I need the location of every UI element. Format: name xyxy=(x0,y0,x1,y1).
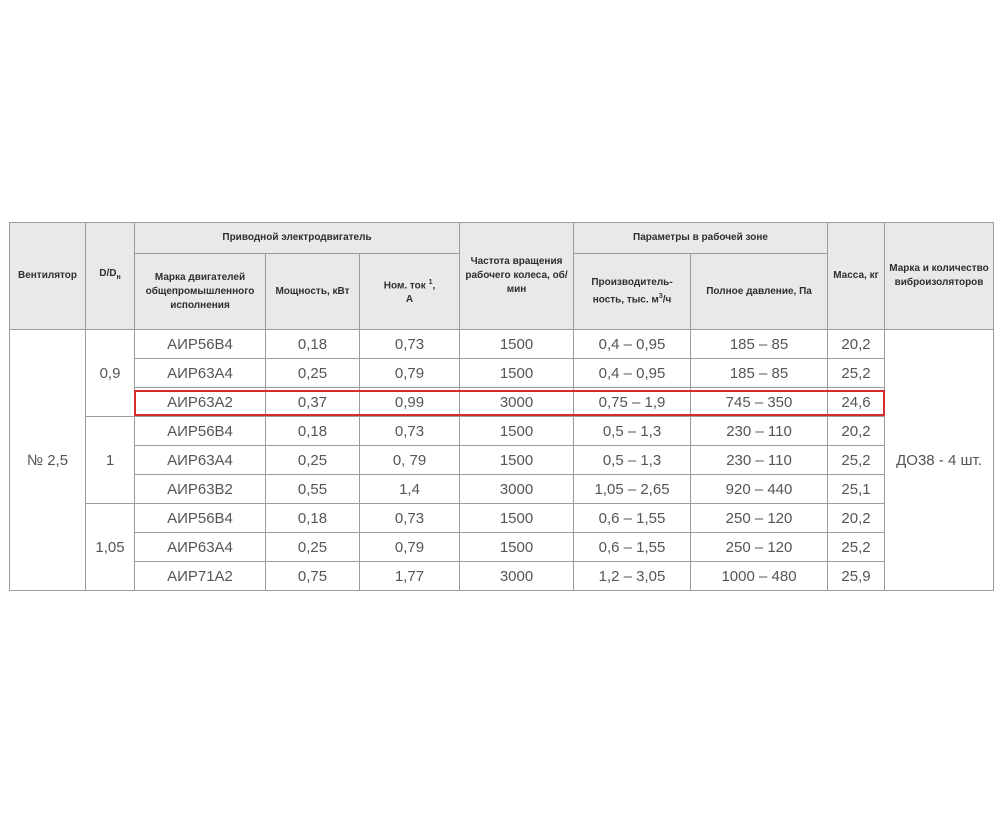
header-pressure xyxy=(691,254,828,330)
mass-cell: 25,2 xyxy=(828,359,885,388)
table-row xyxy=(10,533,994,562)
fan-spec-table xyxy=(9,222,994,591)
mass-cell: 20,2 xyxy=(828,417,885,446)
header-capacity xyxy=(574,254,691,330)
speed-cell: 1500 xyxy=(460,330,574,359)
current-cell: 1,4 xyxy=(360,475,460,504)
table-row-highlighted xyxy=(10,388,994,417)
header-fan-label: Вентилятор xyxy=(17,270,78,281)
table-row xyxy=(10,330,994,359)
motor-brand-cell: АИР63А4 xyxy=(135,533,266,562)
pressure-cell: 250 – 120 xyxy=(691,533,828,562)
current-cell: 0,99 xyxy=(360,388,460,417)
header-current-label: Ном. ток xyxy=(383,280,426,292)
current-cell: 1,77 xyxy=(360,562,460,591)
current-cell: 0,79 xyxy=(360,533,460,562)
pressure-cell: 250 – 120 xyxy=(691,504,828,533)
speed-cell: 1500 xyxy=(460,446,574,475)
ratio-cell: 1 xyxy=(86,417,135,504)
header-pressure-label: Полное давление, Па xyxy=(706,285,812,297)
capacity-cell: 1,05 – 2,65 xyxy=(574,475,691,504)
speed-cell: 1500 xyxy=(460,359,574,388)
header-speed-label: Частота вращения рабочего колеса, об/мин xyxy=(465,256,568,295)
power-cell: 0,75 xyxy=(266,562,360,591)
header-speed xyxy=(460,223,574,330)
motor-brand-cell: АИР56В4 xyxy=(135,504,266,533)
pressure-cell: 230 – 110 xyxy=(691,417,828,446)
motor-brand-cell: АИР63В2 xyxy=(135,475,266,504)
mass-cell: 25,9 xyxy=(828,562,885,591)
pressure-cell: 230 – 110 xyxy=(691,446,828,475)
header-ratio xyxy=(86,223,135,330)
pressure-cell: 920 – 440 xyxy=(691,475,828,504)
capacity-cell: 0,6 – 1,55 xyxy=(574,504,691,533)
motor-brand-cell: АИР56В4 xyxy=(135,417,266,446)
power-cell: 0,18 xyxy=(266,504,360,533)
table-row xyxy=(10,562,994,591)
header-ratio-subscript: н xyxy=(116,274,121,281)
header-motor-group-label: Приводной электродвигатель xyxy=(222,232,372,243)
mass-cell: 20,2 xyxy=(828,330,885,359)
pressure-cell: 1000 – 480 xyxy=(691,562,828,591)
header-power xyxy=(266,254,360,330)
header-mass xyxy=(828,223,885,330)
power-cell: 0,37 xyxy=(266,388,360,417)
speed-cell: 3000 xyxy=(460,475,574,504)
header-power-label: Мощность, кВт xyxy=(275,285,350,297)
current-cell: 0, 79 xyxy=(360,446,460,475)
current-cell: 0,73 xyxy=(360,504,460,533)
power-cell: 0,18 xyxy=(266,330,360,359)
capacity-cell: 0,4 – 0,95 xyxy=(574,359,691,388)
header-capacity-unit: /ч xyxy=(662,294,672,306)
capacity-cell: 0,5 – 1,3 xyxy=(574,446,691,475)
header-work-zone-group xyxy=(574,223,828,254)
header-capacity-label: Производитель-ность, тыс. м xyxy=(591,276,673,306)
current-cell: 0,79 xyxy=(360,359,460,388)
table-row xyxy=(10,475,994,504)
header-ratio-label: D/D xyxy=(99,268,117,279)
current-cell: 0,73 xyxy=(360,330,460,359)
header-work-zone-label: Параметры в рабочей зоне xyxy=(633,232,768,243)
speed-cell: 1500 xyxy=(460,504,574,533)
power-cell: 0,25 xyxy=(266,359,360,388)
table-row xyxy=(10,504,994,533)
motor-brand-cell: АИР71А2 xyxy=(135,562,266,591)
table-row xyxy=(10,417,994,446)
header-mass-label: Масса, кг xyxy=(833,270,879,281)
motor-brand-cell: АИР63А4 xyxy=(135,359,266,388)
ratio-cell: 1,05 xyxy=(86,504,135,591)
spec-table-wrapper xyxy=(9,222,993,591)
capacity-cell: 0,6 – 1,55 xyxy=(574,533,691,562)
pressure-cell: 185 – 85 xyxy=(691,359,828,388)
motor-brand-cell: АИР56В4 xyxy=(135,330,266,359)
table-row xyxy=(10,446,994,475)
power-cell: 0,25 xyxy=(266,533,360,562)
ratio-cell: 0,9 xyxy=(86,330,135,417)
mass-cell: 24,6 xyxy=(828,388,885,417)
speed-cell: 1500 xyxy=(460,417,574,446)
header-motor-group xyxy=(135,223,460,254)
header-current-unit: A xyxy=(405,294,414,306)
capacity-cell: 0,75 – 1,9 xyxy=(574,388,691,417)
mass-cell: 20,2 xyxy=(828,504,885,533)
mass-cell: 25,1 xyxy=(828,475,885,504)
pressure-cell: 185 – 85 xyxy=(691,330,828,359)
mass-cell: 25,2 xyxy=(828,533,885,562)
motor-brand-cell: АИР63А4 xyxy=(135,446,266,475)
table-row xyxy=(10,359,994,388)
pressure-cell: 745 – 350 xyxy=(691,388,828,417)
header-isolators-label: Марка и количество виброизоляторов xyxy=(889,263,989,288)
header-current: Ном. ток $^1$, A xyxy=(360,254,460,330)
capacity-cell: 1,2 – 3,05 xyxy=(574,562,691,591)
header-motor-brand xyxy=(135,254,266,330)
speed-cell: 1500 xyxy=(460,533,574,562)
header-current-footnote: 1 xyxy=(428,278,433,286)
capacity-cell: 0,4 – 0,95 xyxy=(574,330,691,359)
header-isolators xyxy=(885,223,994,330)
mass-cell: 25,2 xyxy=(828,446,885,475)
capacity-cell: 0,5 – 1,3 xyxy=(574,417,691,446)
speed-cell: 3000 xyxy=(460,388,574,417)
current-cell: 0,73 xyxy=(360,417,460,446)
motor-brand-cell: АИР63А2 xyxy=(135,388,266,417)
power-cell: 0,25 xyxy=(266,446,360,475)
fan-model-cell: № 2,5 xyxy=(10,330,86,591)
header-capacity-superscript: 3 xyxy=(658,292,663,300)
header-fan xyxy=(10,223,86,330)
power-cell: 0,55 xyxy=(266,475,360,504)
power-cell: 0,18 xyxy=(266,417,360,446)
isolators-cell: ДО38 - 4 шт. xyxy=(885,330,994,591)
header-motor-brand-label: Марка двигателей общепромышленного исполнения xyxy=(145,271,255,311)
speed-cell: 3000 xyxy=(460,562,574,591)
